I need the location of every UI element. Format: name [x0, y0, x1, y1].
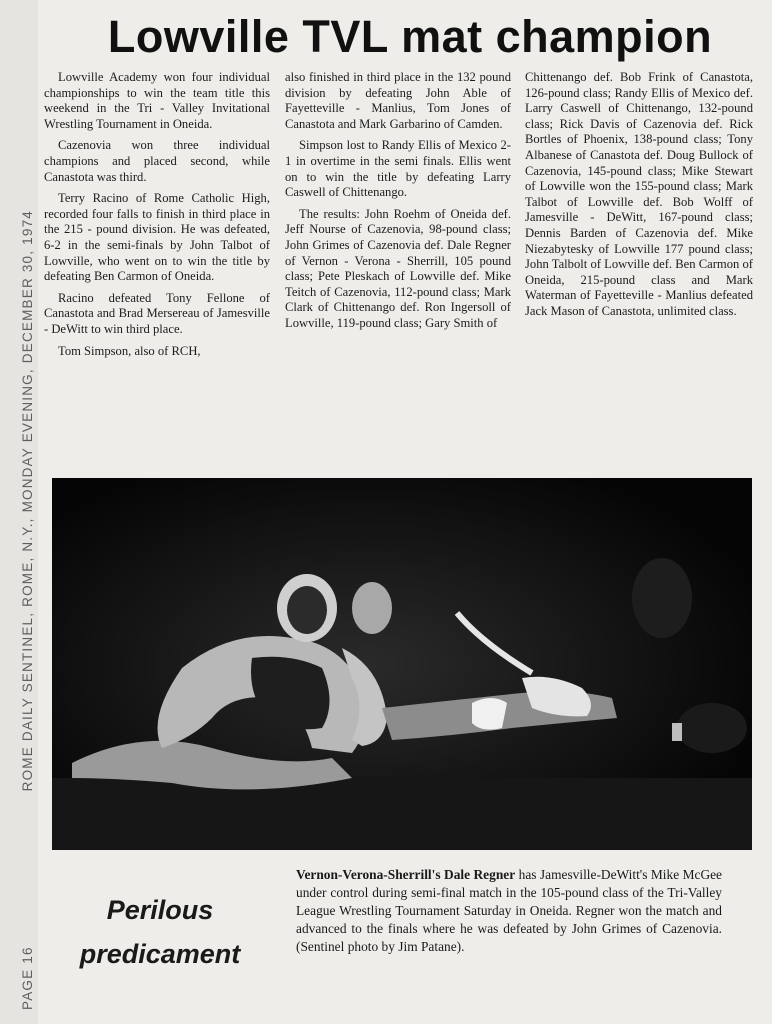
headline: Lowville TVL mat champion: [107, 11, 713, 62]
caption-lead: Vernon-Verona-Sherrill's Dale Regner: [296, 867, 516, 882]
article-column-1: [44, 70, 270, 365]
page-number: PAGE 16: [20, 946, 35, 1010]
photo-caption-title: [60, 888, 260, 976]
paragraph: also finished in third place in the 132 pound division by defeating John Able of Fayetteville - Manlius, Tom Jones of Canastota and Mark Garbarino of Camden.: [285, 70, 511, 131]
photo-caption: [296, 866, 722, 956]
paragraph: Racino defeated Tony Fellone of Canastota and Brad Mersereau of Jamesville - DeWitt to win third place.: [44, 290, 270, 336]
article-column-2: [285, 70, 511, 338]
paragraph: Chittenango def. Bob Frink of Canastota, 126-pound class; Randy Ellis of Mexico def. Larry Caswell of Chittenango, 132-pound class; Rick Davis of Cazenovia def. Rick Bortles of Phoenix, 138-pound class; Tony Albanese of Canastota def. Doug Bullock of Cazenovia, 145-pound class; Mike Stewart of Lowville won the 155-pound class; Mark Talbot of Lowville def. Bob Wolff of Jamesville - DeWitt, 167-pound class; Dennis Barden of Cazenovia def. Mike Niezabytesky of Lowville 177 pound class; John Talbolt of Lowville def. Ben Carmon of Oneida, 215-pound class and Mark Waterman of Fayetteville - Manlius defeated Jack Mason of Canastota, unlimited class.: [525, 70, 753, 318]
caption-title-line: Perilous: [106, 895, 214, 925]
paragraph: Lowville Academy won four individual championships to win the team title this weekend in the Tri - Valley Invitational Wrestling Tournament in Oneida.: [44, 70, 270, 131]
paragraph: Simpson lost to Randy Ellis of Mexico 2-1 in overtime in the semi finals. Ellis went on to win the title by defeating Larry Caswell of Chittenango.: [285, 138, 511, 200]
paragraph: Cazenovia won three individual champions and placed second, while Canastota was third.: [44, 138, 270, 184]
article-column-3: [525, 70, 753, 326]
caption-body: has Jamesville-DeWitt's Mike McGee under control during semi-final match in the 105-pound class of the Tri-Valley League Wrestling Tournament Saturday in Oneida. Regner won the match and advanced to the finals where he was defeated by John Grimes of Cazenovia. (Sentinel photo by Jim Patane).: [296, 867, 722, 954]
wrestling-photo: [52, 478, 752, 850]
paragraph: The results: John Roehm of Oneida def. Jeff Nourse of Cazenovia, 98-pound class; John Grimes of Cazenovia def. Dale Regner of Vernon - Verona - Sherrill, 105 pound class; Pete Pleskach of Lowville def. Mike Teitch of Cazenovia, 112-pound class; Mark Clark of Chittenango def. Ron Ingersoll of Lowville, 119-pound class; Gary Smith of: [285, 206, 511, 330]
paragraph: Tom Simpson, also of RCH,: [58, 343, 201, 358]
paragraph: Terry Racino of Rome Catholic High, recorded four falls to finish in third place in the 215 - pound division. He was defeated, 6-2 in the semi-finals by John Talbot of Lowville, who went on to win the title by defeating Ben Carmon of Oneida.: [44, 191, 270, 284]
margin-dateline: [20, 210, 35, 1010]
page-margin: [0, 0, 38, 1024]
caption-title-line: predicament: [79, 939, 241, 969]
wrestling-photo-image: [52, 478, 752, 850]
publication-dateline: ROME DAILY SENTINEL, ROME, N.Y., MONDAY EVENING, DECEMBER 30, 1974: [20, 210, 35, 792]
